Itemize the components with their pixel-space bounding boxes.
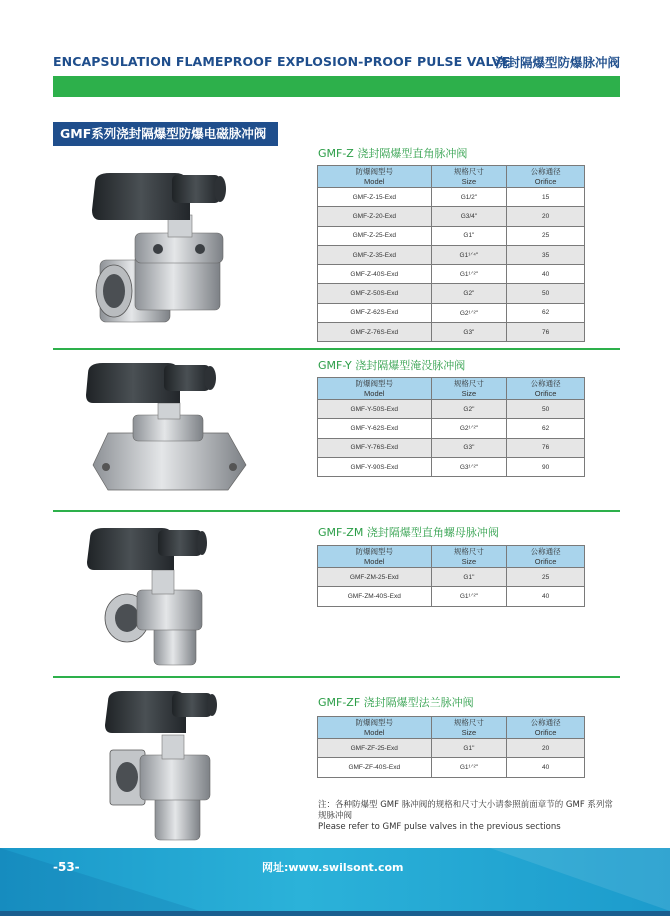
footnote-en: Please refer to GMF pulse valves in the previous sections	[318, 822, 561, 832]
cell-size: G2¹ᐟ²"	[431, 419, 507, 438]
cell-size: G1/2"	[431, 188, 507, 207]
cell-orifice: 20	[507, 207, 585, 226]
footer-band	[0, 848, 670, 911]
cell-model: GMF-Z-62S-Exd	[318, 303, 432, 322]
series-title: GMF系列浇封隔爆型防爆电磁脉冲阀	[53, 122, 278, 146]
page-number: -53-	[53, 860, 80, 874]
cell-size: G3"	[431, 438, 507, 457]
table-row	[318, 419, 585, 438]
section-title-gmf-zm: GMF-ZM 浇封隔爆型直角螺母脉冲阀	[318, 526, 499, 539]
table-row	[318, 739, 585, 758]
cell-model: GMF-Z-15-Exd	[318, 188, 432, 207]
cell-orifice: 20	[507, 739, 585, 758]
cell-model: GMF-Z-20-Exd	[318, 207, 432, 226]
footer-decoration	[490, 848, 670, 911]
section-title-gmf-z: GMF-Z 浇封隔爆型直角脉冲阀	[318, 147, 468, 160]
cell-size: G2¹ᐟ²"	[431, 303, 507, 322]
cell-model: GMF-ZF-40S-Exd	[318, 758, 432, 777]
table-row	[318, 568, 585, 587]
spec-table-gmf-z	[317, 165, 585, 342]
table-row	[318, 457, 585, 476]
header-orifice: 公称通径 Orifice	[507, 378, 585, 400]
spec-table-gmf-zm	[317, 545, 585, 607]
table-row	[318, 400, 585, 419]
page-title-en: ENCAPSULATION FLAMEPROOF EXPLOSION-PROOF PULSE VALVE	[53, 54, 511, 69]
cell-model: GMF-Z-25-Exd	[318, 226, 432, 245]
cell-size: G2"	[431, 400, 507, 419]
header-orifice: 公称通径 Orifice	[507, 546, 585, 568]
page-title-cn: 浇封隔爆型防爆脉冲阀	[494, 55, 620, 70]
cell-model: GMF-Y-76S-Exd	[318, 438, 432, 457]
header-size: 规格尺寸 Size	[431, 717, 507, 739]
cell-size: G1¹ᐟ²"	[431, 758, 507, 777]
cell-size: G1"	[431, 226, 507, 245]
cell-orifice: 40	[507, 265, 585, 284]
cell-size: G1¹ᐟ²"	[431, 265, 507, 284]
cell-orifice: 50	[507, 284, 585, 303]
cell-orifice: 40	[507, 758, 585, 777]
cell-size: G1¹ᐟ²"	[431, 587, 507, 606]
header-size: 规格尺寸 Size	[431, 378, 507, 400]
website-link[interactable]: 网址:www.swilsont.com	[262, 861, 404, 874]
cell-orifice: 76	[507, 323, 585, 342]
table-header-row	[318, 378, 585, 400]
table-row	[318, 265, 585, 284]
cell-orifice: 40	[507, 587, 585, 606]
header-orifice: 公称通径 Orifice	[507, 166, 585, 188]
header-orifice: 公称通径 Orifice	[507, 717, 585, 739]
section-divider	[53, 676, 620, 678]
cell-model: GMF-Z-40S-Exd	[318, 265, 432, 284]
header-model: 防爆阀型号 Model	[318, 546, 432, 568]
cell-model: GMF-ZF-25-Exd	[318, 739, 432, 758]
cell-orifice: 35	[507, 245, 585, 264]
footnote-cn: 注：各种防爆型 GMF 脉冲阀的规格和尺寸大小请参照前面章节的 GMF 系列常规脉冲阀	[318, 800, 613, 821]
table-row	[318, 188, 585, 207]
gmf-y-valve-image	[78, 355, 258, 505]
cell-model: GMF-ZM-40S-Exd	[318, 587, 432, 606]
cell-size: G1"	[431, 568, 507, 587]
table-header-row	[318, 546, 585, 568]
cell-orifice: 62	[507, 303, 585, 322]
cell-model: GMF-ZM-25-Exd	[318, 568, 432, 587]
footnote	[318, 800, 618, 833]
gmf-zf-valve-image	[100, 685, 225, 845]
table-row	[318, 438, 585, 457]
table-header-row	[318, 717, 585, 739]
table-row	[318, 226, 585, 245]
header-size: 规格尺寸 Size	[431, 546, 507, 568]
table-row	[318, 284, 585, 303]
table-row	[318, 323, 585, 342]
table-row	[318, 587, 585, 606]
cell-orifice: 25	[507, 568, 585, 587]
header-model: 防爆阀型号 Model	[318, 378, 432, 400]
header-green-bar	[53, 76, 620, 97]
cell-model: GMF-Y-50S-Exd	[318, 400, 432, 419]
spec-table-gmf-y	[317, 377, 585, 477]
section-divider	[53, 510, 620, 512]
table-row	[318, 303, 585, 322]
cell-size: G2"	[431, 284, 507, 303]
spec-table-gmf-zf	[317, 716, 585, 778]
cell-size: G3¹ᐟ²"	[431, 457, 507, 476]
table-row	[318, 758, 585, 777]
cell-size: G1"	[431, 739, 507, 758]
cell-orifice: 62	[507, 419, 585, 438]
section-title-gmf-y: GMF-Y 浇封隔爆型淹没脉冲阀	[318, 359, 466, 372]
table-header-row	[318, 166, 585, 188]
cell-size: G1¹ᐟ⁴"	[431, 245, 507, 264]
cell-size: G3"	[431, 323, 507, 342]
footer-bottom-strip	[0, 911, 670, 916]
cell-orifice: 76	[507, 438, 585, 457]
cell-model: GMF-Y-90S-Exd	[318, 457, 432, 476]
gmf-zm-valve-image	[82, 520, 222, 670]
cell-size: G3/4"	[431, 207, 507, 226]
gmf-z-valve-image	[80, 165, 250, 330]
cell-model: GMF-Z-35-Exd	[318, 245, 432, 264]
header-size: 规格尺寸 Size	[431, 166, 507, 188]
table-row	[318, 245, 585, 264]
cell-orifice: 25	[507, 226, 585, 245]
cell-model: GMF-Y-62S-Exd	[318, 419, 432, 438]
section-divider	[53, 348, 620, 350]
cell-orifice: 90	[507, 457, 585, 476]
footer-decoration	[0, 848, 200, 911]
cell-model: GMF-Z-50S-Exd	[318, 284, 432, 303]
table-row	[318, 207, 585, 226]
section-title-gmf-zf: GMF-ZF 浇封隔爆型法兰脉冲阀	[318, 696, 474, 709]
header-model: 防爆阀型号 Model	[318, 717, 432, 739]
cell-model: GMF-Z-76S-Exd	[318, 323, 432, 342]
header-model: 防爆阀型号 Model	[318, 166, 432, 188]
cell-orifice: 50	[507, 400, 585, 419]
cell-orifice: 15	[507, 188, 585, 207]
